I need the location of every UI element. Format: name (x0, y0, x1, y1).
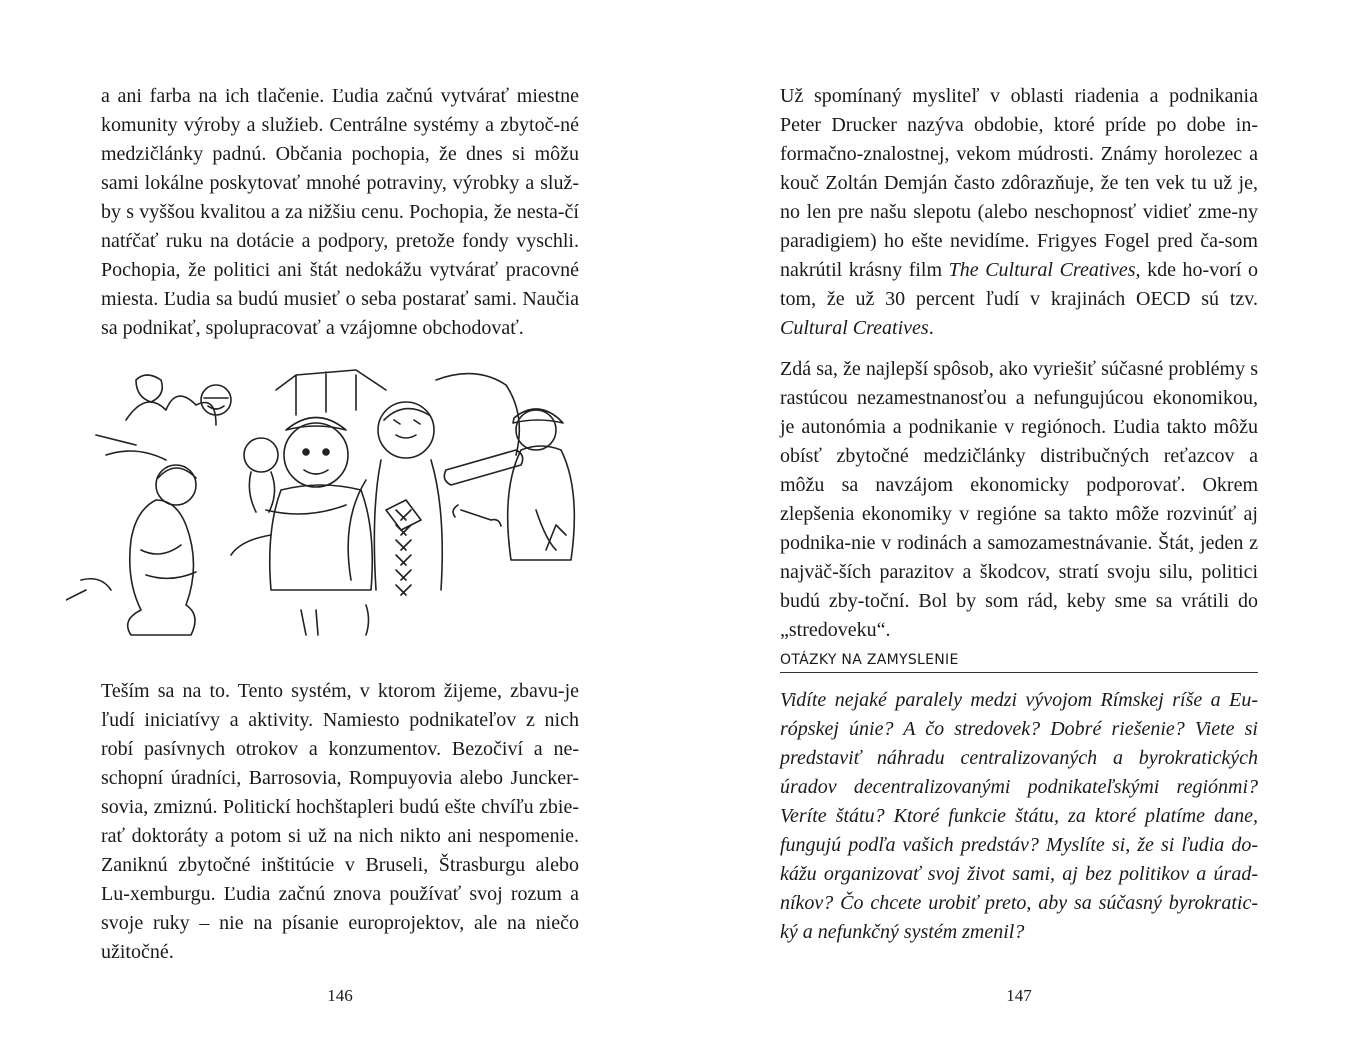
left-paragraph-bottom (101, 677, 579, 967)
left-page (0, 0, 679, 1063)
paragraph-1-after-title: , kde ho-vorí o tom, že už 30 percent ľudí v krajinách OECD sú tzv. (780, 259, 1258, 310)
paragraph-1-end: . (928, 317, 934, 339)
left-paragraph-top-text: a ani farba na ich tlačenie. Ľudia začnú vytvárať miestne komunity výroby a služieb. Centrálne systémy a zbytoč-né medzičlánky padnú. Občania pochopia, že dnes si môžu sami lokálne poskytovať mnohé potraviny, výrobky a služ-by s vyššou kvalitou a za nižšiu cenu. Pochopia, že nesta-čí natŕčať ruku na dotácie a podpory, pretože fondy vyschli. Pochopia, že politici ani štát nedokážu vytvárať pracovné miesta. Ľudia sa budú musieť o seba postarať sami. Naučia sa podnikať, spolupracovať a vzájomne obchodovať. (101, 85, 579, 339)
right-paragraph-2-text: Zdá sa, že najlepší spôsob, ako vyriešiť súčasné problémy s rastúcou nezamestnanosťou a nefungujúcou ekonomikou, je autonómia a podnikanie v regiónoch. Ľudia takto môžu obísť zbytočné medzičlánky distribučných reťazcov a môžu sa navzájom ekonomicky podporovať. Okrem zlepšenia ekonomiky v regióne sa takto môže rozvinúť aj podnika-nie v rodinách a samozamestnávanie. Štát, jeden z najväč-ších parazitov a škodcov, stratí svoju silu, politici budú zby-toční. Bol by som rád, keby sme sa vrátili do „stredoveku“. (780, 358, 1258, 641)
right-paragraph-1-text (780, 82, 1258, 343)
section-heading: OTÁZKY NA ZAMYSLENIE (780, 652, 1258, 673)
page-number-left: 146 (327, 986, 353, 1005)
left-paragraph-top (101, 82, 579, 343)
term-cultural-creatives: Cultural Creatives (780, 317, 929, 339)
right-paragraph-1 (780, 82, 1258, 343)
reflection-questions: Vidíte nejaké paralely medzi vývojom Rímskej ríše a Eu-rópskej únie? A čo stredovek? Dobré riešenie? Viete si predstaviť náhradu centralizovaných a byrokratických úradov decentralizovanými podnikateľskými regiónmi? Veríte štátu? Ktoré funkcie štátu, za ktoré platíme dane, fungujú podľa vašich predstáv? Myslíte si, že si ľudia do-kážu organizovať svoj život sami, aj bez politikov a úrad-níkov? Čo chcete urobiť preto, aby sa súčasný byrokratic-ký a nefunkčný systém zmenil? (780, 689, 1258, 943)
right-paragraph-2 (780, 355, 1258, 645)
page-number-right: 147 (1006, 986, 1032, 1005)
market-illustration (66, 360, 628, 645)
film-title: The Cultural Creatives (948, 259, 1136, 281)
right-page (679, 0, 1359, 1063)
paragraph-1-before-title: Už spomínaný mysliteľ v oblasti riadenia a podnikania Peter Drucker nazýva obdobie, ktoré príde po dobe in-formačno-znalostnej, vekom múdrosti. Známy horolezec a kouč Zoltán Demján často zdôrazňuje, že ten vek tu už je, no len pre našu slepotu (alebo neschopnosť vidieť zme-ny paradigiem) ho ešte nevidíme. Frigyes Fogel pred ča-som nakrútil krásny film (780, 85, 1258, 281)
left-paragraph-bottom-text: Teším sa na to. Tento systém, v ktorom žijeme, zbavu-je ľudí iniciatívy a aktivity. Namiesto podnikateľov z nich robí pasívnych otrokov a konzumentov. Bezočiví a ne-schopní úradníci, Barrosovia, Rompuyovia alebo Juncker-sovia, zmiznú. Politickí hochštapleri budú ešte chvíľu zbie-rať doktoráty a potom si už na nich nikto ani nespomenie. Zaniknú zbytočné inštitúcie v Bruseli, Štrasburgu alebo Lu-xemburgu. Ľudia začnú znova používať svoj rozum a svoje ruky – nie na písanie europrojektov, ale na niečo užitočné. (101, 680, 579, 963)
